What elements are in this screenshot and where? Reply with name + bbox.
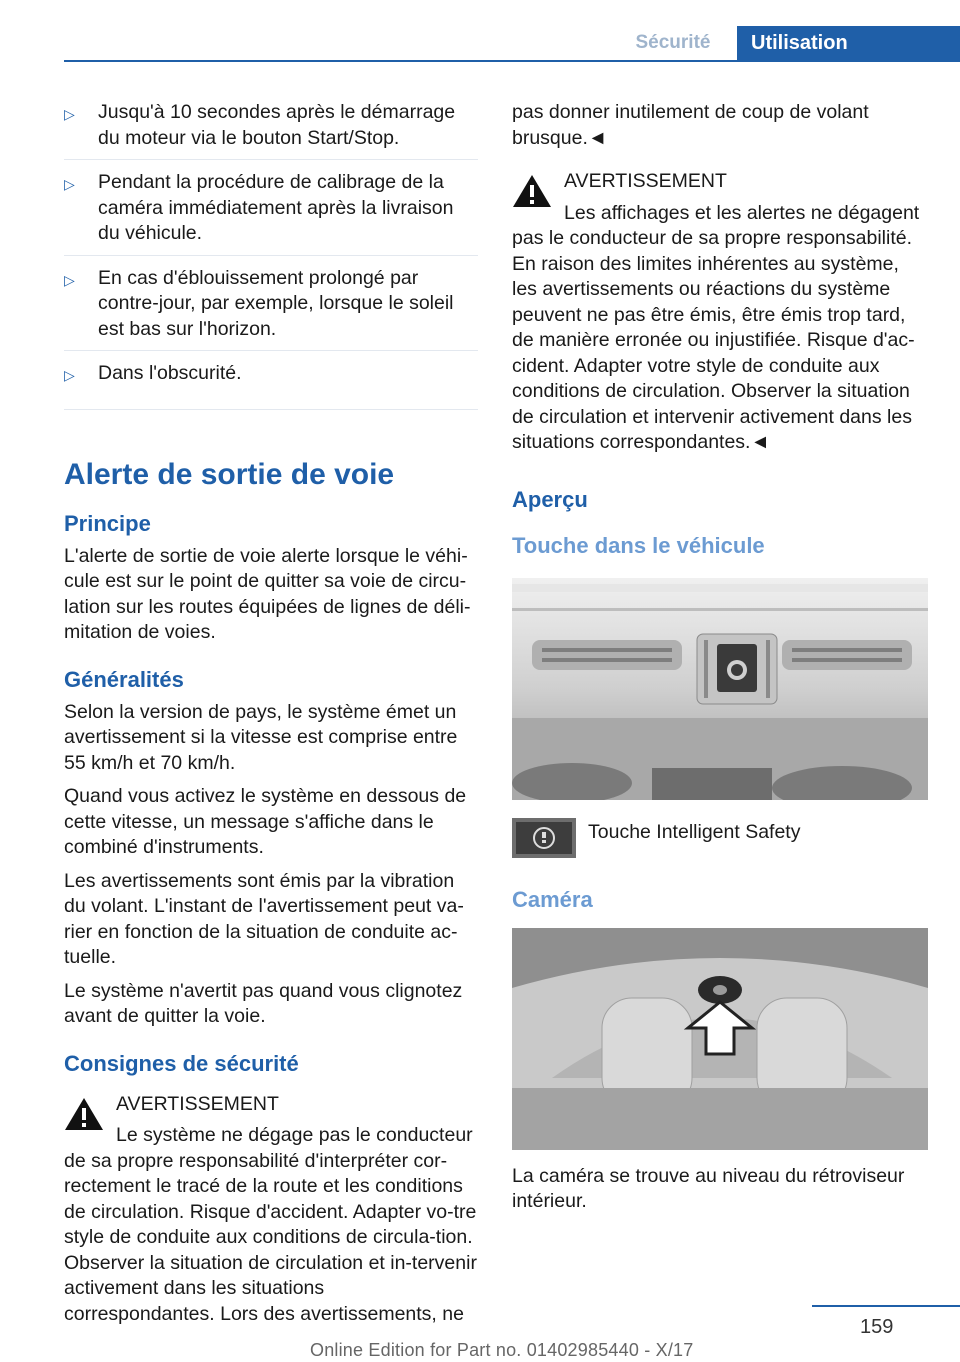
- footer-edition: Online Edition for Part no. 01402985440 - X/17: [310, 1340, 694, 1360]
- tab-utilisation[interactable]: Utilisation: [737, 26, 960, 62]
- triangle-bullet-icon: ▷: [64, 106, 75, 122]
- camera-caption: La caméra se trouve au niveau du rétroviseur intérieur.: [512, 1164, 905, 1212]
- generalites-paragraph: Selon la version de pays, le système émet un avertissement si la vitesse est comprise entre 55 km/h et 70 km/h.: [64, 700, 458, 774]
- warning-block: [512, 169, 928, 456]
- warning-block: [64, 1092, 478, 1328]
- generalites-paragraph: Les avertissements sont émis par la vibration du volant. L'instant de l'avertissement peut va‐rier en fonction de la situation de conduite ac‐tuelle.: [64, 869, 464, 968]
- principe-heading: Principe: [64, 510, 151, 536]
- triangle-bullet-icon: ▷: [64, 271, 75, 288]
- bullet-list: [64, 100, 478, 410]
- camera-location-photo: [512, 928, 928, 1150]
- warning-triangle-icon: [512, 173, 552, 209]
- apercu-heading: Aperçu: [512, 486, 588, 512]
- intelligent-safety-button-icon: [512, 818, 576, 858]
- generalites-heading: Généralités: [64, 666, 184, 692]
- consignes-heading: Consignes de sécurité: [64, 1050, 299, 1076]
- legend-label: Touche Intelligent Safety: [588, 820, 801, 843]
- principe-text: L'alerte de sortie de voie alerte lorsque le véhi‐cule est sur le point de quitter sa voie de circu‐lation sur les routes équipées de lignes de déli‐mitation de voies.: [64, 544, 471, 643]
- legend-row: [512, 818, 928, 858]
- warning-text: Le système ne dégage pas le conducteur de sa propre responsabilité d'interpréter cor‐rectement le tracé de la route et les conditions de circulation. Risque d'accident. Adapter vo‐tre style de conduite aux conditions de circula‐tion. Observer la situation de circulation et in‐tervenir activement dans les situations correspondantes. Lors des avertissements, ne: [64, 1124, 477, 1325]
- header-divider: [64, 60, 960, 62]
- warning-title: AVERTISSEMENT: [116, 1092, 279, 1115]
- continuation-text: pas donner inutilement de coup de volant brusque.◄: [512, 101, 869, 149]
- dashboard-button-photo: [512, 578, 928, 800]
- warning-text: Les affichages et les alertes ne dégagent pas le conducteur de sa propre responsabilité. En raison des limites inhérentes au système, les avertissements ou réactions du système peuvent ne pas être émis, être émis trop tard, de manière erronée ou injustifiée. Risque d'ac‐cident. Adapter votre style de conduite aux conditions de circulation. Observer la situation de circulation et intervenir activement dans les situations correspondantes.◄: [512, 201, 920, 453]
- right-column: [512, 100, 928, 1223]
- camera-heading: Caméra: [512, 886, 593, 912]
- triangle-bullet-icon: ▷: [64, 176, 75, 192]
- list-item: ▷ Jusqu'à 10 secondes après le démarrage du moteur via le bouton Start/Stop.: [64, 100, 478, 160]
- touche-heading: Touche dans le véhicule: [512, 532, 765, 558]
- list-item: ▷ Dans l'obscurité.: [64, 361, 478, 395]
- list-item: ▷ En cas d'éblouissement prolongé par contre-jour, par exemple, lorsque le soleil est bas sur l'horizon.: [64, 266, 478, 352]
- warning-triangle-icon: [64, 1096, 104, 1132]
- page-number: 159: [860, 1316, 894, 1338]
- generalites-paragraph: Quand vous activez le système en dessous de cette vitesse, un message s'affiche dans le combiné d'instruments.: [64, 785, 467, 858]
- triangle-bullet-icon: ▷: [64, 367, 75, 383]
- generalites-paragraph: Le système n'avertit pas quand vous clignotez avant de quitter la voie.: [64, 979, 463, 1027]
- list-item: ▷ Pendant la procédure de calibrage de la caméra immédiatement après la livraison du véhicule.: [64, 170, 478, 256]
- footer-divider: [812, 1305, 960, 1307]
- section-title: Alerte de sortie de voie: [64, 457, 395, 491]
- left-column: [64, 100, 478, 1327]
- warning-title: AVERTISSEMENT: [564, 170, 727, 192]
- tab-securite[interactable]: Sécurité: [635, 32, 711, 53]
